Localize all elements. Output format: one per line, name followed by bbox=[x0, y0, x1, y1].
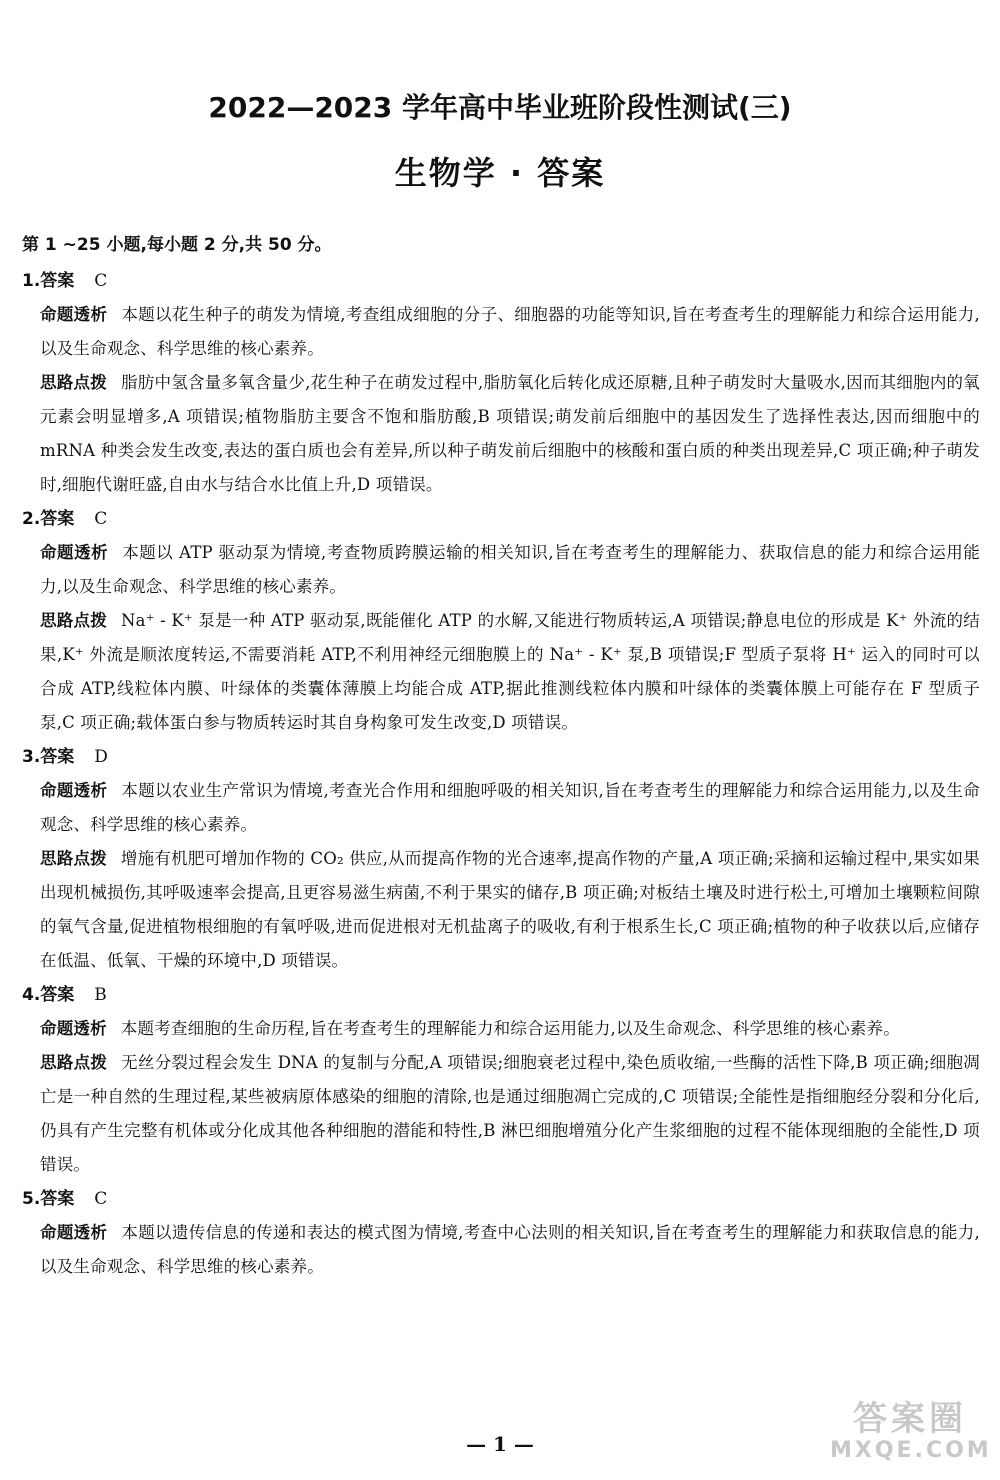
question-header bbox=[22, 264, 980, 298]
question-number: 3. bbox=[22, 747, 41, 767]
question-item bbox=[22, 264, 980, 502]
answer-label: 答案 bbox=[40, 985, 75, 1005]
analysis-paragraph bbox=[40, 1046, 980, 1182]
purpose-text: 本题以花生种子的萌发为情境,考查组成细胞的分子、细胞器的功能等知识,旨在考查考生的理解能力和综合运用能力,以及生命观念、科学思维的核心素养。 bbox=[40, 305, 980, 358]
analysis-paragraph bbox=[40, 604, 980, 740]
analysis-text: 脂肪中氢含量多氧含量少,花生种子在萌发过程中,脂肪氧化后转化成还原糖,且种子萌发时大量吸水,因而其细胞内的氧元素会明显增多,A 项错误;植物脂肪主要含不饱和脂肪酸,B 项错误;萌发前后细胞中的基因发生了选择性表达,因而细胞中的 mRNA 种类会发生改变,表达的蛋白质也会有差异,所以种子萌发前后细胞中的核酸和蛋白质的种类出现差异,C 项正确;种子萌发时,细胞代谢旺盛,自由水与结合水比值上升,D 项错误。 bbox=[40, 373, 981, 494]
answer-value: B bbox=[94, 985, 107, 1005]
analysis-text: 无丝分裂过程会发生 DNA 的复制与分配,A 项错误;细胞衰老过程中,染色质收缩,一些酶的活性下降,B 项正确;细胞凋亡是一种自然的生理过程,某些被病原体感染的细胞的清除,也是通过细胞凋亡完成的,C 项错误;全能性是指细胞经分裂和分化后,仍具有产生完整有机体或分化成其他各种细胞的潜能和特性,B 淋巴细胞增殖分化产生浆细胞的过程不能体现细胞的全能性,D 项错误。 bbox=[40, 1053, 980, 1174]
purpose-paragraph bbox=[40, 1216, 980, 1284]
purpose-text: 本题以遗传信息的传递和表达的模式图为情境,考查中心法则的相关知识,旨在考查考生的理解能力和获取信息的能力,以及生命观念、科学思维的核心素养。 bbox=[40, 1223, 980, 1276]
page-number: — 1 — bbox=[466, 1432, 534, 1456]
analysis-label: 思路点拨 bbox=[40, 1053, 108, 1072]
question-number: 4. bbox=[22, 985, 41, 1005]
page-subtitle: 生物学 · 答案 bbox=[394, 154, 606, 192]
page-title: 2022—2023 学年高中毕业班阶段性测试(三) bbox=[208, 91, 792, 124]
question-number: 5. bbox=[22, 1189, 41, 1209]
analysis-paragraph bbox=[40, 842, 980, 978]
purpose-label: 命题透析 bbox=[40, 543, 109, 562]
watermark-text: 答案圈 bbox=[853, 1399, 967, 1439]
analysis-text: 增施有机肥可增加作物的 CO₂ 供应,从而提高作物的光合速率,提高作物的产量,A 项正确;采摘和运输过程中,果实如果出现机械损伤,其呼吸速率会提高,且更容易滋生病菌,不利于果实的储存,B 项正确;对板结土壤及时进行松土,可增加土壤颗粒间隙的氧气含量,促进植物根细胞的有氧呼吸,进而促进根对无机盐离子的吸收,有利于根系生长,C 项正确;植物的种子收获以后,应储存在低温、低氧、干燥的环境中,D 项错误。 bbox=[40, 849, 980, 970]
watermark-logo bbox=[830, 1400, 990, 1470]
analysis-label: 思路点拨 bbox=[40, 611, 108, 630]
answer-label: 答案 bbox=[40, 271, 75, 291]
analysis-text: Na⁺ - K⁺ 泵是一种 ATP 驱动泵,既能催化 ATP 的水解,又能进行物质转运,A 项错误;静息电位的形成是 K⁺ 外流的结果,K⁺ 外流是顺浓度转运,不需要消耗 ATP,不利用神经元细胞膜上的 Na⁺ - K⁺ 泵,B 项错误;F 型质子泵将 H⁺ 运入的同时可以合成 ATP,线粒体内膜、叶绿体的类囊体薄膜上均能合成 ATP,据此推测线粒体内膜和叶绿体的类囊体膜上可能存在 F 型质子泵,C 项正确;载体蛋白参与物质转运时其自身构象可发生改变,D 项错误。 bbox=[40, 611, 980, 732]
purpose-paragraph bbox=[40, 1012, 980, 1046]
question-item bbox=[22, 978, 980, 1182]
analysis-label: 思路点拨 bbox=[40, 373, 107, 392]
question-number: 1. bbox=[22, 271, 41, 291]
question-header bbox=[22, 978, 980, 1012]
analysis-label: 思路点拨 bbox=[40, 849, 107, 868]
question-item bbox=[22, 740, 980, 978]
purpose-label: 命题透析 bbox=[40, 1223, 108, 1242]
watermark-url: MXQE.COM bbox=[830, 1438, 992, 1463]
answer-label: 答案 bbox=[40, 1189, 75, 1209]
purpose-text: 本题以 ATP 驱动泵为情境,考查物质跨膜运输的相关知识,旨在考查考生的理解能力、获取信息的能力和综合运用能力,以及生命观念、科学思维的核心素养。 bbox=[40, 543, 980, 596]
question-header bbox=[22, 502, 980, 536]
purpose-paragraph bbox=[40, 774, 980, 842]
answer-value: D bbox=[94, 747, 108, 767]
question-header bbox=[22, 1182, 980, 1216]
purpose-text: 本题以农业生产常识为情境,考查光合作用和细胞呼吸的相关知识,旨在考查考生的理解能力和综合运用能力,以及生命观念、科学思维的核心素养。 bbox=[40, 781, 980, 834]
purpose-text: 本题考查细胞的生命历程,旨在考查考生的理解能力和综合运用能力,以及生命观念、科学思维的核心素养。 bbox=[120, 1019, 900, 1038]
question-item bbox=[22, 1182, 980, 1284]
purpose-paragraph bbox=[40, 536, 980, 604]
answer-value: C bbox=[94, 271, 108, 291]
analysis-paragraph bbox=[40, 366, 980, 502]
question-number: 2. bbox=[22, 509, 41, 529]
purpose-label: 命题透析 bbox=[40, 305, 108, 324]
answer-label: 答案 bbox=[40, 747, 75, 767]
answer-value: C bbox=[94, 509, 108, 529]
purpose-label: 命题透析 bbox=[40, 781, 108, 800]
answer-list bbox=[22, 264, 980, 1284]
purpose-paragraph bbox=[40, 298, 980, 366]
answer-value: C bbox=[94, 1189, 108, 1209]
purpose-label: 命题透析 bbox=[40, 1019, 107, 1038]
section-instructions: 第 1 ~25 小题,每小题 2 分,共 50 分。 bbox=[22, 235, 332, 255]
question-header bbox=[22, 740, 980, 774]
question-item bbox=[22, 502, 980, 740]
answer-label: 答案 bbox=[40, 509, 75, 529]
